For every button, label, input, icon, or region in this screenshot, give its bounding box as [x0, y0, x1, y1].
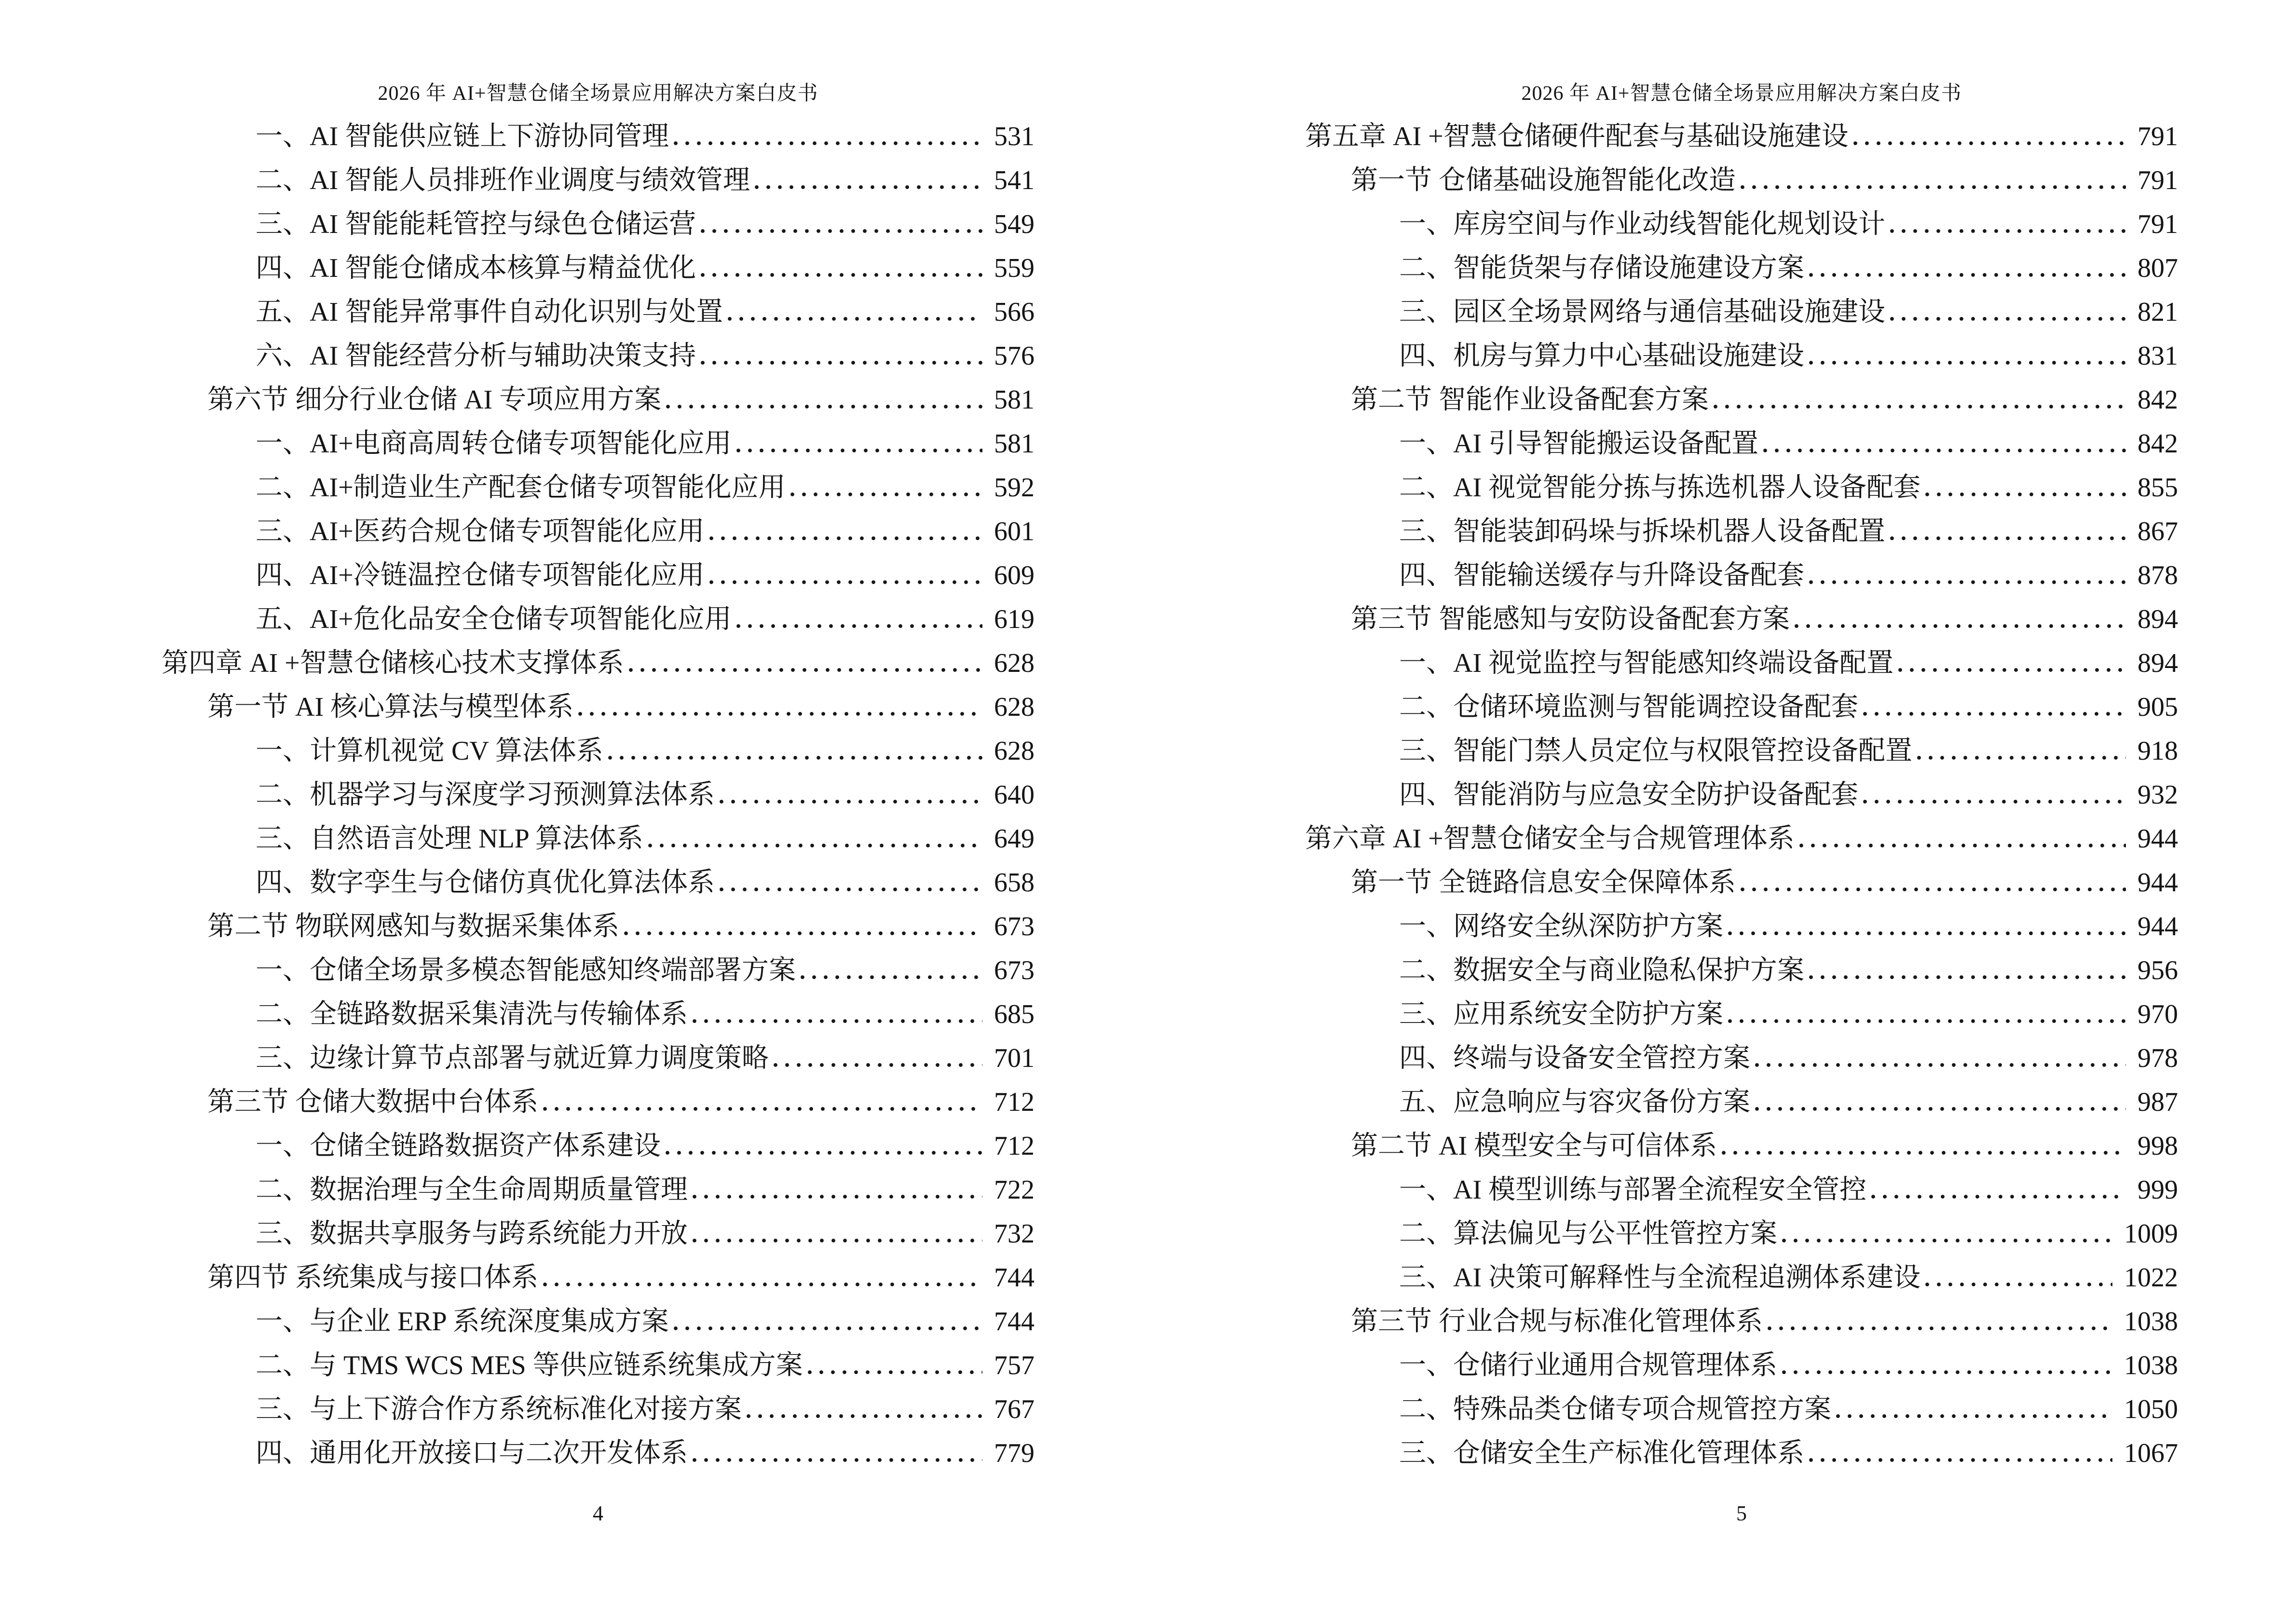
toc-entry-page-number: 732	[994, 1219, 1035, 1249]
toc-entry-page-number: 541	[994, 165, 1035, 196]
page-number: 4	[593, 1501, 603, 1525]
toc-entry-title: 四、机房与算力中心基础设施建设	[1399, 341, 1804, 371]
toc-entry-title: 三、AI+医药合规仓储专项智能化应用	[256, 517, 705, 547]
toc-entry	[1305, 1388, 2178, 1432]
toc-entry	[162, 334, 1035, 378]
toc-entry	[162, 554, 1035, 598]
toc-entry	[1305, 1256, 2178, 1300]
toc-dot-leader	[701, 334, 982, 378]
toc-dot-leader	[1714, 378, 2126, 422]
toc-entry	[162, 1212, 1035, 1256]
toc-entry	[1305, 115, 2178, 159]
toc-entry	[1305, 641, 2178, 685]
toc-entry	[162, 1344, 1035, 1388]
toc-entry	[162, 1037, 1035, 1080]
toc-entry-title: 三、园区全场景网络与通信基础设施建设	[1399, 297, 1885, 328]
toc-entry-page-number: 1038	[2124, 1351, 2178, 1381]
toc-entry	[1305, 466, 2178, 510]
toc-dot-leader	[543, 1256, 982, 1300]
toc-dot-leader	[693, 1168, 982, 1212]
toc-entry	[162, 290, 1035, 334]
toc-dot-leader	[674, 1300, 982, 1344]
toc-entry-page-number: 999	[2137, 1175, 2178, 1205]
toc-entry-page-number: 1067	[2124, 1438, 2178, 1469]
toc-entry	[162, 641, 1035, 685]
toc-dot-leader	[736, 598, 982, 641]
toc-dot-leader	[1722, 1124, 2126, 1168]
toc-entry-page-number: 894	[2137, 604, 2178, 635]
toc-entry-page-number: 842	[2137, 429, 2178, 459]
toc-entry-page-number: 831	[2137, 341, 2178, 371]
toc-entry	[1305, 1344, 2178, 1388]
toc-entry	[162, 203, 1035, 246]
toc-entry-title: 第六节 细分行业仓储 AI 专项应用方案	[207, 385, 662, 415]
toc-entry-title: 一、与企业 ERP 系统深度集成方案	[256, 1307, 669, 1337]
toc-entry	[162, 817, 1035, 861]
toc-dot-leader	[1741, 861, 2126, 905]
toc-entry	[162, 773, 1035, 817]
running-header: 2026 年 AI+智慧仓储全场景应用解决方案白皮书	[1521, 82, 1962, 105]
toc-entry-page-number: 685	[994, 999, 1035, 1030]
toc-dot-leader	[1728, 905, 2126, 949]
toc-dot-leader	[578, 685, 982, 729]
toc-dot-leader	[1755, 1080, 2126, 1124]
toc-dot-leader	[624, 905, 982, 949]
toc-entry-title: 二、特殊品类仓储专项合规管控方案	[1399, 1394, 1831, 1425]
toc-entry	[1305, 334, 2178, 378]
toc-entry-page-number: 1038	[2124, 1307, 2178, 1337]
toc-entry-title: 一、AI 引导智能搬运设备配置	[1399, 429, 1759, 459]
toc-entry-title: 一、计算机视觉 CV 算法体系	[256, 736, 603, 766]
toc-entry	[162, 993, 1035, 1037]
toc-entry-page-number: 932	[2137, 780, 2178, 810]
toc-dot-leader	[1898, 641, 2126, 685]
toc-entry-title: 三、仓储安全生产标准化管理体系	[1399, 1438, 1804, 1469]
toc-entry-title: 二、全链路数据采集清洗与传输体系	[256, 999, 688, 1030]
toc-dot-leader	[608, 729, 982, 773]
toc-entry-page-number: 628	[994, 648, 1035, 679]
toc-dot-leader	[720, 773, 982, 817]
toc-entry-page-number: 640	[994, 780, 1035, 810]
toc-entry	[162, 466, 1035, 510]
toc-entry-title: 第三节 行业合规与标准化管理体系	[1351, 1307, 1763, 1337]
toc-dot-leader	[755, 159, 982, 203]
toc-dot-leader	[1741, 159, 2126, 203]
toc-entry-title: 三、智能装卸码垛与拆垛机器人设备配置	[1399, 517, 1885, 547]
toc-entry-page-number: 1009	[2124, 1219, 2178, 1249]
running-header: 2026 年 AI+智慧仓储全场景应用解决方案白皮书	[378, 82, 818, 105]
toc-entry-page-number: 1022	[2124, 1263, 2178, 1293]
toc-entry-page-number: 821	[2137, 297, 2178, 328]
toc-entry	[162, 1300, 1035, 1344]
toc-entry-title: 二、数据治理与全生命周期质量管理	[256, 1175, 688, 1205]
toc-entry-page-number: 722	[994, 1175, 1035, 1205]
toc-entry-title: 二、AI 视觉智能分拣与拣选机器人设备配套	[1399, 473, 1921, 503]
toc-entry	[1305, 1080, 2178, 1124]
toc-entry	[1305, 685, 2178, 729]
toc-entry-page-number: 791	[2137, 122, 2178, 152]
toc-entry-title: 三、AI 智能能耗管控与绿色仓储运营	[256, 209, 696, 240]
toc-entry-page-number: 619	[994, 604, 1035, 635]
toc-dot-leader	[629, 641, 982, 685]
toc-entry-page-number: 779	[994, 1438, 1035, 1469]
toc-dot-leader	[648, 817, 982, 861]
toc-entry	[162, 729, 1035, 773]
toc-dot-leader	[728, 290, 982, 334]
toc-entry	[1305, 861, 2178, 905]
toc-entry-page-number: 712	[994, 1087, 1035, 1118]
toc-dot-leader	[1890, 203, 2126, 246]
toc-entry	[162, 1256, 1035, 1300]
toc-entry	[1305, 1432, 2178, 1475]
toc-entry-title: 第四节 系统集成与接口体系	[207, 1263, 538, 1293]
toc-entry-page-number: 628	[994, 692, 1035, 723]
toc-entry-page-number: 944	[2137, 868, 2178, 898]
toc-entry-title: 二、算法偏见与公平性管控方案	[1399, 1219, 1777, 1249]
toc-dot-leader	[801, 949, 982, 993]
toc-page-right	[1144, 0, 2287, 1624]
toc-entry-title: 二、与 TMS WCS MES 等供应链系统集成方案	[256, 1351, 803, 1381]
toc-entry	[162, 905, 1035, 949]
toc-entry-page-number: 744	[994, 1263, 1035, 1293]
toc-dot-leader	[543, 1080, 982, 1124]
toc-entry-page-number: 791	[2137, 165, 2178, 196]
toc-entry-title: 二、AI 智能人员排班作业调度与绩效管理	[256, 165, 750, 196]
toc-dot-leader	[1755, 1037, 2126, 1080]
toc-entry-title: 第一节 全链路信息安全保障体系	[1351, 868, 1736, 898]
toc-entry-page-number: 894	[2137, 648, 2178, 679]
toc-entry	[162, 378, 1035, 422]
toc-dot-leader	[1809, 246, 2126, 290]
toc-entry-title: 三、数据共享服务与跨系统能力开放	[256, 1219, 688, 1249]
toc-entry-page-number: 592	[994, 473, 1035, 503]
toc-entry-page-number: 867	[2137, 517, 2178, 547]
toc-dot-leader	[666, 378, 982, 422]
toc-entry	[1305, 510, 2178, 554]
toc-entry	[162, 246, 1035, 290]
toc-entry-title: 二、仓储环境监测与智能调控设备配套	[1399, 692, 1858, 723]
toc-dot-leader	[1809, 334, 2126, 378]
toc-entry	[1305, 203, 2178, 246]
toc-entry-title: 四、AI+冷链温控仓储专项智能化应用	[256, 560, 705, 591]
toc-entry-title: 一、仓储全链路数据资产体系建设	[256, 1131, 661, 1161]
toc-dot-leader	[747, 1388, 982, 1432]
toc-list	[162, 115, 1035, 1475]
toc-list	[1305, 115, 2178, 1475]
toc-entry-title: 三、边缘计算节点部署与就近算力调度策略	[256, 1043, 769, 1074]
toc-entry-title: 四、AI 智能仓储成本核算与精益优化	[256, 253, 696, 284]
toc-entry-title: 第二节 AI 模型安全与可信体系	[1351, 1131, 1717, 1161]
toc-entry	[1305, 1124, 2178, 1168]
toc-dot-leader	[774, 1037, 982, 1080]
toc-dot-leader	[1728, 993, 2126, 1037]
toc-entry-title: 一、AI+电商高周转仓储专项智能化应用	[256, 429, 732, 459]
toc-dot-leader	[1809, 554, 2126, 598]
toc-entry-title: 三、智能门禁人员定位与权限管控设备配置	[1399, 736, 1912, 766]
toc-entry	[162, 1432, 1035, 1475]
toc-dot-leader	[1809, 1432, 2112, 1475]
toc-entry-page-number: 576	[994, 341, 1035, 371]
toc-entry-page-number: 601	[994, 517, 1035, 547]
toc-entry	[1305, 554, 2178, 598]
toc-entry-page-number: 1050	[2124, 1394, 2178, 1425]
toc-entry-page-number: 581	[994, 385, 1035, 415]
toc-entry-page-number: 807	[2137, 253, 2178, 284]
toc-entry-title: 五、应急响应与容灾备份方案	[1399, 1087, 1750, 1118]
toc-dot-leader	[1795, 598, 2126, 641]
toc-dot-leader	[709, 510, 982, 554]
toc-entry-title: 一、库房空间与作业动线智能化规划设计	[1399, 209, 1885, 240]
toc-dot-leader	[1763, 422, 2126, 466]
toc-entry	[162, 861, 1035, 905]
toc-entry	[162, 1080, 1035, 1124]
toc-dot-leader	[1768, 1300, 2112, 1344]
toc-entry-title: 五、AI+危化品安全仓储专项智能化应用	[256, 604, 732, 635]
toc-entry	[162, 422, 1035, 466]
toc-dot-leader	[1925, 1256, 2112, 1300]
toc-entry-page-number: 918	[2137, 736, 2178, 766]
toc-dot-leader	[693, 993, 982, 1037]
toc-entry	[1305, 246, 2178, 290]
toc-entry-title: 一、仓储行业通用合规管理体系	[1399, 1351, 1777, 1381]
toc-entry-title: 第一节 AI 核心算法与模型体系	[207, 692, 574, 723]
toc-entry-page-number: 649	[994, 824, 1035, 854]
toc-entry-title: 一、仓储全场景多模态智能感知终端部署方案	[256, 955, 796, 986]
toc-dot-leader	[693, 1212, 982, 1256]
toc-entry-page-number: 559	[994, 253, 1035, 284]
toc-entry-page-number: 905	[2137, 692, 2178, 723]
toc-entry-page-number: 791	[2137, 209, 2178, 240]
toc-entry-title: 一、AI 模型训练与部署全流程安全管控	[1399, 1175, 1867, 1205]
toc-entry-title: 四、智能输送缓存与升降设备配套	[1399, 560, 1804, 591]
toc-entry-title: 第三节 智能感知与安防设备配套方案	[1351, 604, 1790, 635]
toc-entry	[1305, 993, 2178, 1037]
toc-dot-leader	[1782, 1344, 2112, 1388]
toc-entry-title: 第五章 AI +智慧仓储硬件配套与基础设施建设	[1305, 122, 1849, 152]
toc-entry-title: 一、AI 智能供应链上下游协同管理	[256, 122, 669, 152]
toc-entry-page-number: 987	[2137, 1087, 2178, 1118]
toc-entry	[1305, 817, 2178, 861]
toc-dot-leader	[1799, 817, 2126, 861]
toc-dot-leader	[709, 554, 982, 598]
toc-entry-title: 三、自然语言处理 NLP 算法体系	[256, 824, 643, 854]
toc-entry	[1305, 159, 2178, 203]
toc-entry	[1305, 773, 2178, 817]
toc-entry	[162, 1168, 1035, 1212]
toc-dot-leader	[790, 466, 982, 510]
toc-dot-leader	[1890, 510, 2126, 554]
toc-entry-page-number: 658	[994, 868, 1035, 898]
toc-entry	[162, 115, 1035, 159]
toc-entry-title: 六、AI 智能经营分析与辅助决策支持	[256, 341, 696, 371]
toc-entry-title: 第三节 仓储大数据中台体系	[207, 1087, 538, 1118]
toc-entry-title: 二、机器学习与深度学习预测算法体系	[256, 780, 715, 810]
toc-entry-title: 四、数字孪生与仓储仿真优化算法体系	[256, 868, 715, 898]
toc-entry	[1305, 290, 2178, 334]
toc-dot-leader	[1925, 466, 2126, 510]
toc-dot-leader	[1836, 1388, 2112, 1432]
toc-dot-leader	[1782, 1212, 2112, 1256]
toc-entry-page-number: 701	[994, 1043, 1035, 1074]
toc-entry	[162, 159, 1035, 203]
toc-dot-leader	[1809, 949, 2126, 993]
toc-dot-leader	[1853, 115, 2126, 159]
toc-dot-leader	[701, 203, 982, 246]
toc-entry-page-number: 531	[994, 122, 1035, 152]
toc-entry-title: 四、智能消防与应急安全防护设备配套	[1399, 780, 1858, 810]
toc-entry	[162, 510, 1035, 554]
toc-dot-leader	[1917, 729, 2126, 773]
toc-entry	[162, 1388, 1035, 1432]
toc-dot-leader	[666, 1124, 982, 1168]
toc-entry-page-number: 581	[994, 429, 1035, 459]
toc-entry-title: 一、AI 视觉监控与智能感知终端设备配置	[1399, 648, 1894, 679]
toc-entry-title: 五、AI 智能异常事件自动化识别与处置	[256, 297, 723, 328]
toc-dot-leader	[693, 1432, 982, 1475]
toc-entry-page-number: 956	[2137, 955, 2178, 986]
toc-dot-leader	[701, 246, 982, 290]
toc-dot-leader	[736, 422, 982, 466]
toc-entry-title: 四、终端与设备安全管控方案	[1399, 1043, 1750, 1074]
toc-entry-page-number: 712	[994, 1131, 1035, 1161]
toc-entry	[1305, 378, 2178, 422]
toc-entry-page-number: 998	[2137, 1131, 2178, 1161]
toc-entry-page-number: 878	[2137, 560, 2178, 591]
toc-entry-title: 三、AI 决策可解释性与全流程追溯体系建设	[1399, 1263, 1921, 1293]
toc-entry-page-number: 842	[2137, 385, 2178, 415]
toc-entry	[1305, 1212, 2178, 1256]
toc-dot-leader	[1890, 290, 2126, 334]
toc-entry	[162, 685, 1035, 729]
toc-dot-leader	[674, 115, 982, 159]
toc-entry-page-number: 549	[994, 209, 1035, 240]
toc-entry-page-number: 609	[994, 560, 1035, 591]
toc-entry-page-number: 673	[994, 955, 1035, 986]
toc-entry	[1305, 1300, 2178, 1344]
toc-dot-leader	[1863, 773, 2126, 817]
toc-entry	[1305, 905, 2178, 949]
toc-entry-page-number: 944	[2137, 824, 2178, 854]
toc-entry-page-number: 673	[994, 912, 1035, 942]
toc-entry-title: 第二节 物联网感知与数据采集体系	[207, 912, 619, 942]
toc-entry-title: 二、AI+制造业生产配套仓储专项智能化应用	[256, 473, 786, 503]
toc-entry	[1305, 729, 2178, 773]
toc-entry	[1305, 422, 2178, 466]
toc-entry	[162, 1124, 1035, 1168]
toc-entry-title: 第四章 AI +智慧仓储核心技术支撑体系	[162, 648, 624, 679]
toc-entry-title: 二、智能货架与存储设施建设方案	[1399, 253, 1804, 284]
toc-entry-page-number: 767	[994, 1394, 1035, 1425]
toc-entry-title: 三、应用系统安全防护方案	[1399, 999, 1723, 1030]
toc-entry-title: 第六章 AI +智慧仓储安全与合规管理体系	[1305, 824, 1795, 854]
toc-entry-page-number: 970	[2137, 999, 2178, 1030]
toc-entry	[162, 949, 1035, 993]
toc-entry-page-number: 978	[2137, 1043, 2178, 1074]
toc-entry	[1305, 1037, 2178, 1080]
toc-dot-leader	[1863, 685, 2126, 729]
toc-entry-title: 第一节 仓储基础设施智能化改造	[1351, 165, 1736, 196]
toc-dot-leader	[720, 861, 982, 905]
toc-entry-page-number: 566	[994, 297, 1035, 328]
toc-dot-leader	[808, 1344, 982, 1388]
toc-entry-page-number: 944	[2137, 912, 2178, 942]
toc-entry-page-number: 628	[994, 736, 1035, 766]
toc-dot-leader	[1871, 1168, 2126, 1212]
page-number: 5	[1736, 1501, 1747, 1525]
toc-entry-page-number: 757	[994, 1351, 1035, 1381]
toc-entry-title: 一、网络安全纵深防护方案	[1399, 912, 1723, 942]
toc-entry-page-number: 855	[2137, 473, 2178, 503]
toc-entry	[162, 598, 1035, 641]
toc-entry-title: 四、通用化开放接口与二次开发体系	[256, 1438, 688, 1469]
toc-entry-title: 第二节 智能作业设备配套方案	[1351, 385, 1709, 415]
toc-entry-title: 二、数据安全与商业隐私保护方案	[1399, 955, 1804, 986]
toc-entry	[1305, 1168, 2178, 1212]
toc-entry-page-number: 744	[994, 1307, 1035, 1337]
toc-entry-title: 三、与上下游合作方系统标准化对接方案	[256, 1394, 742, 1425]
toc-entry	[1305, 949, 2178, 993]
toc-entry	[1305, 598, 2178, 641]
